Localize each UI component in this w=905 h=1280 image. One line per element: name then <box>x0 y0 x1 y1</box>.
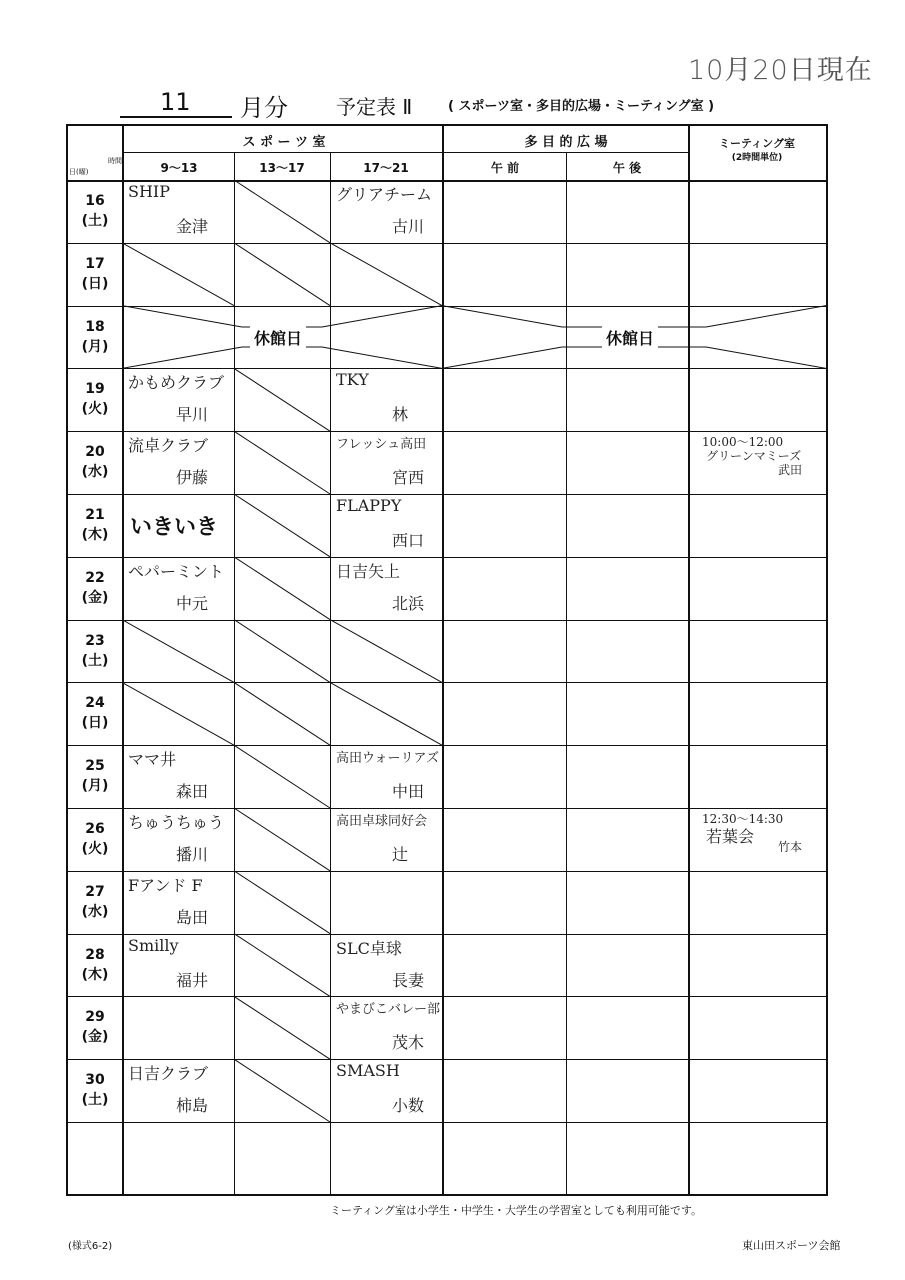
diagonal-strike <box>322 347 442 368</box>
diagonal-strike <box>234 494 330 557</box>
month-unit: 月分 <box>240 94 288 122</box>
diagonal-strike-layer <box>68 126 826 1194</box>
meeting-group: 若葉会 <box>706 827 755 846</box>
slot3-entry: 日吉矢上 <box>336 561 401 581</box>
row-divider <box>68 1122 826 1123</box>
row-date: 16 <box>85 193 105 209</box>
slot1-entry: ちゅうちゅう <box>128 813 225 832</box>
slot1-contact: 森田 <box>176 782 209 802</box>
row-weekday: (土) <box>81 652 109 669</box>
slot3-contact: 林 <box>392 405 409 425</box>
row-divider <box>68 306 826 307</box>
row-divider <box>68 620 826 621</box>
diagonal-strike <box>234 180 330 243</box>
month-value: 11 <box>160 88 191 116</box>
diagonal-strike <box>122 243 234 306</box>
row-date: 24 <box>85 695 105 712</box>
row-divider <box>68 1059 826 1060</box>
diagonal-strike <box>442 306 562 327</box>
row-divider <box>68 494 826 495</box>
slot1-entry: ママ井 <box>128 750 177 770</box>
slot3-entry: SMASH <box>336 1061 400 1081</box>
diagonal-strike <box>234 996 330 1059</box>
slot1-contact: 柿島 <box>176 1096 209 1116</box>
row-divider <box>68 996 826 997</box>
slot3-contact: 茂木 <box>392 1033 425 1053</box>
slot3-contact: 古川 <box>392 217 425 236</box>
header-divider <box>122 152 688 153</box>
header-plaza-am: 午 前 <box>490 161 520 175</box>
schedule-title: 予定表 Ⅱ <box>336 95 413 119</box>
slot1-entry: Fアンド F <box>128 875 203 895</box>
row-weekday: (月) <box>81 778 109 795</box>
diagonal-strike <box>330 620 442 683</box>
slot1-entry: かもめクラブ <box>128 373 225 393</box>
page-title <box>120 86 820 122</box>
diagonal-strike <box>330 243 442 306</box>
slot1-contact: 伊藤 <box>176 468 209 488</box>
as-of-date-stamp: 10月20日現在 <box>688 55 873 86</box>
diagonal-strike <box>322 306 442 327</box>
slot3-column-line <box>330 152 331 1194</box>
row-weekday: (土) <box>81 1092 109 1109</box>
row-weekday: (月) <box>81 338 109 355</box>
row-divider <box>68 368 826 369</box>
slot3-contact: 小数 <box>392 1096 425 1116</box>
diagonal-strike <box>234 243 330 306</box>
row-divider <box>68 243 826 244</box>
diagonal-strike <box>330 682 442 745</box>
corner-day-label: 日(曜) <box>69 168 89 176</box>
diagonal-strike <box>234 871 330 934</box>
row-divider <box>68 934 826 935</box>
month-underline <box>120 116 232 118</box>
diagonal-strike <box>122 682 234 745</box>
slot3-entry: フレッシュ高田 <box>336 437 427 453</box>
header-meeting-room: ミーティング室 <box>719 137 795 150</box>
footer-note: ミーティング室は小学生・中学生・大学生の学習室としても利用可能です。 <box>330 1204 703 1217</box>
row-date: 18 <box>85 318 105 335</box>
row-date: 22 <box>85 569 105 586</box>
slot3-entry: グリアチーム <box>336 185 433 204</box>
meeting-time: 12:30～14:30 <box>702 812 784 826</box>
row-weekday: (土) <box>81 213 109 229</box>
row-date: 21 <box>85 507 105 523</box>
diagonal-strike <box>234 368 330 431</box>
slot1-entry: Smilly <box>128 935 179 955</box>
slot1-contact: 早川 <box>176 405 209 425</box>
slot1-entry: ペパーミント <box>128 561 225 581</box>
header-plaza: 多 目 的 広 場 <box>524 135 608 150</box>
diagonal-strike <box>234 682 330 745</box>
row-weekday: (火) <box>81 401 109 418</box>
row-date: 27 <box>85 883 105 900</box>
diagonal-strike <box>234 557 330 620</box>
diagonal-strike <box>442 347 562 368</box>
row-date: 26 <box>85 821 105 837</box>
meeting-group: グリーンマミーズ <box>706 449 802 464</box>
header-plaza-pm: 午 後 <box>612 161 642 175</box>
row-weekday: (水) <box>81 464 109 481</box>
row-weekday: (木) <box>81 527 109 543</box>
row-weekday: (金) <box>81 589 109 606</box>
form-code: (様式6-2) <box>68 1241 113 1252</box>
venue-name: 東山田スポーツ会館 <box>742 1239 841 1252</box>
row-date: 29 <box>85 1009 105 1026</box>
slot3-entry: 高田ウォーリアズ <box>336 751 439 767</box>
slot3-entry: 高田卓球同好会 <box>336 814 428 829</box>
diagonal-strike <box>234 745 330 808</box>
slot3-contact: 宮西 <box>392 468 425 488</box>
diagonal-strike <box>706 347 826 368</box>
row-divider <box>68 745 826 746</box>
row-date: 20 <box>85 444 105 461</box>
day-column-line <box>122 126 124 1194</box>
diagonal-strike <box>234 808 330 871</box>
row-weekday: (水) <box>81 903 109 920</box>
slot1-entry: いきいき <box>130 515 219 540</box>
diagonal-strike <box>234 934 330 997</box>
diagonal-strike <box>234 620 330 683</box>
row-weekday: (火) <box>81 841 109 857</box>
header-bottom-line <box>68 180 826 182</box>
row-divider <box>68 431 826 432</box>
slot1-contact: 中元 <box>176 593 209 613</box>
meeting-time: 10:00～12:00 <box>702 435 784 450</box>
diagonal-strike <box>122 347 242 368</box>
slot1-contact: 金津 <box>176 217 209 236</box>
header-meeting-note: (2時間単位) <box>731 153 783 163</box>
row-divider <box>68 808 826 809</box>
meeting-contact: 竹本 <box>778 840 803 854</box>
header-slot-17-21: 17～21 <box>363 161 409 175</box>
slot3-entry: SLC卓球 <box>336 938 402 958</box>
slot1-contact: 島田 <box>176 907 209 927</box>
row-date: 19 <box>85 381 105 398</box>
row-divider <box>68 871 826 872</box>
header-slot-9-13: 9～13 <box>160 161 198 175</box>
slot3-contact: 西口 <box>392 531 425 550</box>
row-date: 17 <box>85 255 105 272</box>
slot3-entry: TKY <box>336 370 369 390</box>
slot3-contact: 辻 <box>392 845 409 864</box>
plaza-column-line <box>442 126 444 1194</box>
diagonal-strike <box>234 431 330 494</box>
diagonal-strike <box>122 306 242 327</box>
header-slot-13-17: 13～17 <box>259 161 305 175</box>
slot1-contact: 播川 <box>176 845 209 864</box>
slot1-entry: 日吉クラブ <box>128 1064 209 1084</box>
row-weekday: (木) <box>81 966 109 983</box>
slot3-entry: やまびこバレー部 <box>336 1002 441 1018</box>
diagonal-strike <box>234 1059 330 1122</box>
row-date: 28 <box>85 946 105 963</box>
slot3-contact: 長妻 <box>392 970 425 990</box>
slot3-contact: 中田 <box>392 782 425 802</box>
row-date: 23 <box>85 632 105 649</box>
diagonal-strike <box>122 620 234 683</box>
corner-time-label: 時間 <box>108 157 122 165</box>
closed-day-label-plaza: 休館日 <box>602 326 658 349</box>
diagonal-strike <box>706 306 826 327</box>
row-weekday: (日) <box>81 275 109 292</box>
row-date: 30 <box>85 1072 105 1089</box>
row-divider <box>68 682 826 683</box>
slot3-entry: FLAPPY <box>336 496 402 515</box>
meeting-column-line <box>688 126 690 1194</box>
slot1-entry: SHIP <box>128 182 170 201</box>
header-sports-room: ス ポ ー ツ 室 <box>242 135 326 150</box>
slot1-contact: 福井 <box>176 970 209 990</box>
schedule-table <box>66 124 828 1196</box>
slot1-entry: 流卓クラブ <box>128 436 209 456</box>
closed-day-label-sports: 休館日 <box>250 326 306 349</box>
slot3-contact: 北浜 <box>392 593 425 613</box>
row-divider <box>68 557 826 558</box>
meeting-contact: 武田 <box>778 463 803 478</box>
plaza-pm-column-line <box>566 152 567 1194</box>
row-weekday: (金) <box>81 1029 109 1046</box>
schedule-subtitle: ( スポーツ室・多目的広場・ミーティング室 ) <box>448 99 715 114</box>
slot2-column-line <box>234 152 235 1194</box>
row-date: 25 <box>85 758 105 775</box>
row-weekday: (日) <box>81 715 109 732</box>
